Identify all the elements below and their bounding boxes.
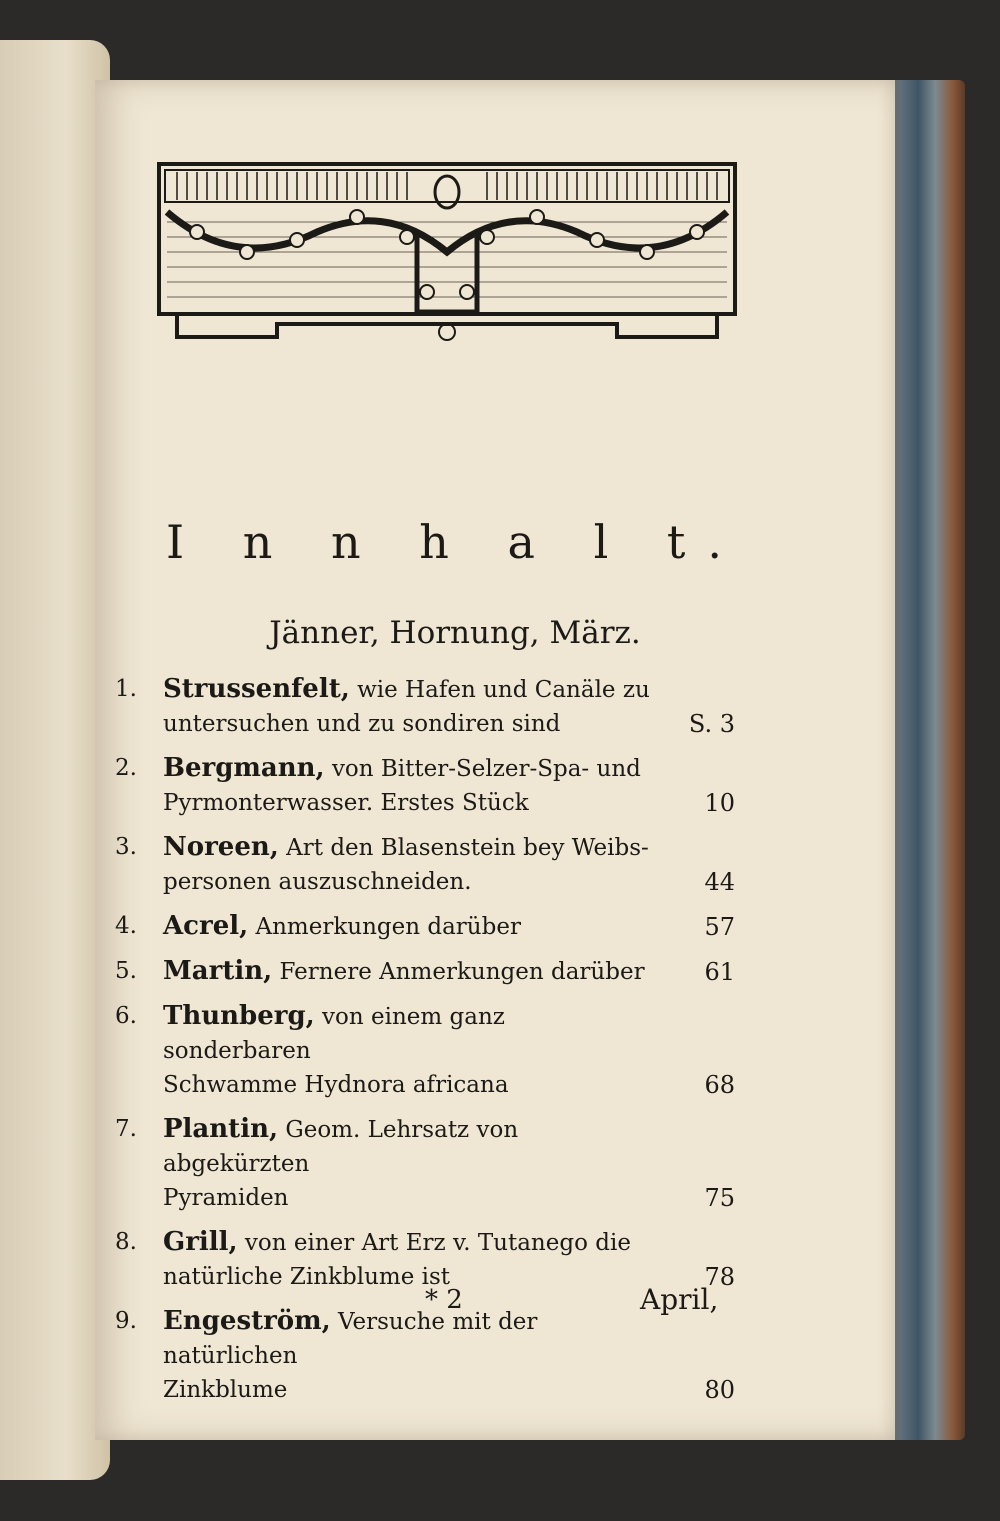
entry-number: 6. (115, 1003, 137, 1029)
entry-page: 10 (704, 789, 735, 817)
entry-author: Martin, (163, 956, 273, 986)
list-item (115, 1304, 735, 1407)
entry-page: 68 (704, 1071, 735, 1099)
entry-number: 4. (115, 913, 137, 939)
entry-text: Fernere Anmerkungen darüber (279, 959, 645, 985)
entry-page: 57 (704, 913, 735, 941)
list-item (115, 909, 735, 944)
entry-author: Bergmann, (163, 753, 325, 783)
list-item (115, 954, 735, 989)
entry-number: 3. (115, 834, 137, 860)
entry-text-continued: Pyrmonterwasser. Erstes Stück (163, 790, 529, 816)
list-item (115, 672, 735, 741)
entry-page: 75 (704, 1184, 735, 1212)
entry-text-continued: Pyramiden (163, 1185, 289, 1211)
entry-number: 8. (115, 1229, 137, 1255)
entry-text: wie Hafen und Canäle zu (357, 677, 650, 703)
entry-text-continued: natürliche Zinkblume ist (163, 1264, 451, 1290)
left-page-edge (0, 40, 110, 1480)
entry-text: Geom. Lehrsatz von abgekürzten (163, 1117, 519, 1177)
entry-page: S. 3 (688, 710, 735, 738)
entry-text-continued: Schwamme Hydnora africana (163, 1072, 509, 1098)
entry-author: Plantin, (163, 1114, 279, 1144)
entry-text-continued: personen auszuschneiden. (163, 869, 472, 895)
entry-text: Anmerkungen darüber (255, 914, 521, 940)
entry-text-continued: untersuchen und zu sondiren sind (163, 711, 561, 737)
entry-number: 5. (115, 958, 137, 984)
entry-page: 80 (704, 1376, 735, 1404)
woodcut-ornament (157, 162, 737, 362)
entry-author: Noreen, (163, 832, 279, 862)
entry-text-continued: Zinkblume (163, 1377, 288, 1403)
book-page (95, 80, 895, 1440)
entry-author: Thunberg, (163, 1001, 315, 1031)
entry-author: Engeström, (163, 1306, 331, 1336)
page-title: I n n h a l t. (165, 515, 745, 569)
section-heading: Jänner, Hornung, März. (269, 615, 641, 651)
list-item (115, 999, 735, 1102)
entry-page: 44 (704, 868, 735, 896)
entry-page: 61 (704, 958, 735, 986)
entry-page: 78 (704, 1263, 735, 1291)
signature-mark: * 2 (425, 1285, 463, 1315)
entry-text: von einem ganz sonderbaren (163, 1004, 505, 1064)
entry-text: Art den Blasenstein bey Weibs- (286, 835, 649, 861)
entry-number: 9. (115, 1308, 137, 1334)
entry-author: Grill, (163, 1227, 238, 1257)
entry-number: 2. (115, 755, 137, 781)
list-item (115, 1112, 735, 1215)
entry-text: Versuche mit der natürlichen (163, 1309, 538, 1369)
catchword: April, (640, 1283, 719, 1316)
list-item (115, 830, 735, 899)
entry-text: von einer Art Erz v. Tutanego die (244, 1230, 631, 1256)
entry-author: Strussenfelt, (163, 674, 350, 704)
entry-number: 7. (115, 1116, 137, 1142)
list-item (115, 751, 735, 820)
entry-number: 1. (115, 676, 137, 702)
entry-text: von Bitter-Selzer-Spa- und (331, 756, 641, 782)
entry-author: Acrel, (163, 911, 249, 941)
